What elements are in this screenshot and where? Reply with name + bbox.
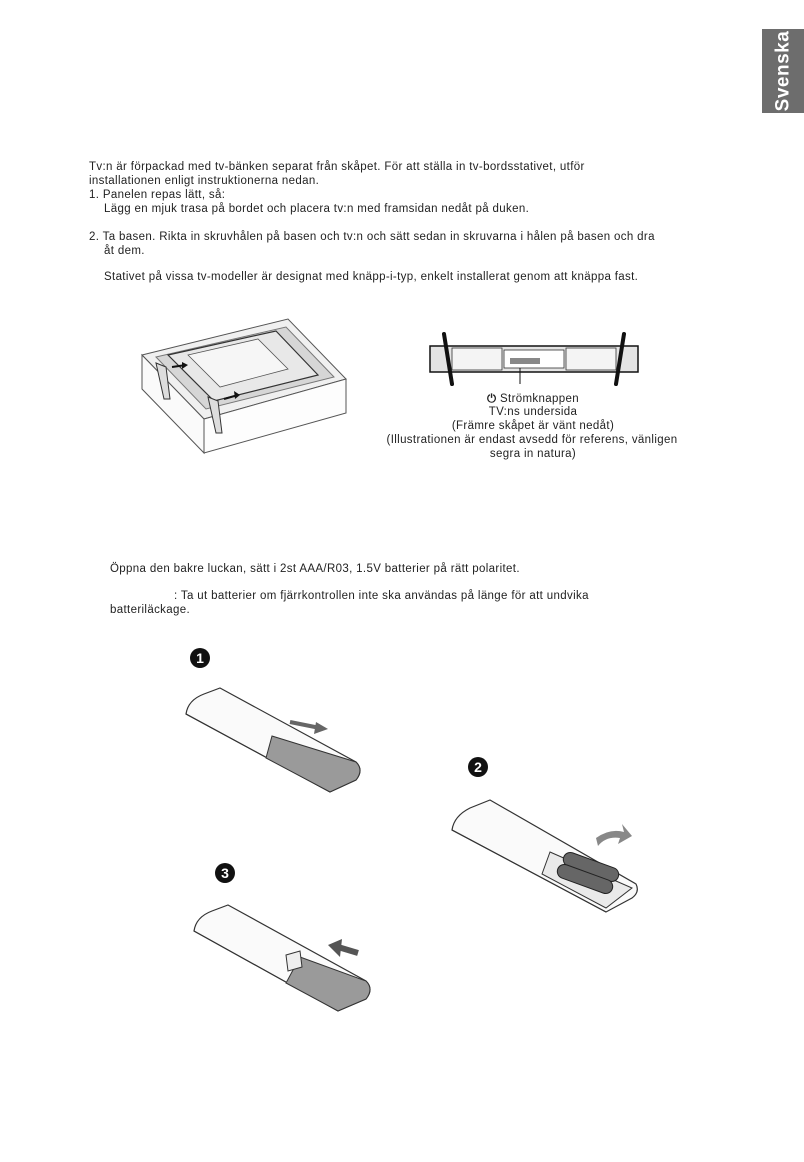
snap-note: Stativet på vissa tv-modeller är designat med knäpp-i-typ, enkelt installerat genom att knäppa fast. xyxy=(104,271,639,283)
step-2-title-text: Ta basen. Rikta in skruvhålen på basen och tv:n och sätt sedan in skruvarna i hålen på basen och dra xyxy=(102,231,655,243)
tv-caption-4: segra in natura) xyxy=(489,448,577,460)
battery-note-line-2: batteriläckage. xyxy=(110,604,191,616)
language-tab xyxy=(762,29,804,113)
remote-close-cover-illustration xyxy=(188,897,380,1017)
step-1-title-text: Panelen repas lätt, så: xyxy=(102,189,226,201)
remote-open-cover-illustration xyxy=(180,682,370,798)
battery-note-line-1: : Ta ut batterier om fjärrkontrollen inte ska användas på länge för att undvika xyxy=(174,590,589,602)
remote-insert-batteries-illustration xyxy=(446,788,642,914)
step-1-badge: 1 xyxy=(190,648,210,668)
step-1-title xyxy=(89,188,225,202)
intro-line-1: Tv:n är förpackad med tv-bänken separat från skåpet. För att ställa in tv-bordsstativet, utför xyxy=(89,161,585,173)
step-3-badge: 3 xyxy=(215,863,235,883)
step-1-text: Lägg en mjuk trasa på bordet och placera tv:n med framsidan nedåt på duken. xyxy=(104,203,530,215)
intro-line-2: installationen enligt instruktionerna nedan. xyxy=(89,175,320,187)
power-icon: ⏻ xyxy=(487,393,497,405)
tv-on-box-illustration xyxy=(138,315,350,455)
step-2-badge: 2 xyxy=(468,757,488,777)
tv-caption-1: TV:ns undersida xyxy=(488,406,578,418)
tv-underside-illustration xyxy=(426,328,642,388)
step-1-number: 1. xyxy=(89,189,100,201)
step-2-number: 2. xyxy=(89,231,100,243)
battery-instruction: Öppna den bakre luckan, sätt i 2st AAA/R03, 1.5V batterier på rätt polaritet. xyxy=(110,563,520,575)
tv-caption-2: (Främre skåpet är vänt nedåt) xyxy=(451,420,615,432)
language-label: Svenska xyxy=(772,30,793,112)
step-2-text: åt dem. xyxy=(104,245,145,257)
tv-caption-3: (Illustrationen är endast avsedd för referens, vänligen xyxy=(386,434,678,446)
step-2-title xyxy=(89,230,655,244)
power-label: ⏻ Strömknappen xyxy=(487,393,579,405)
